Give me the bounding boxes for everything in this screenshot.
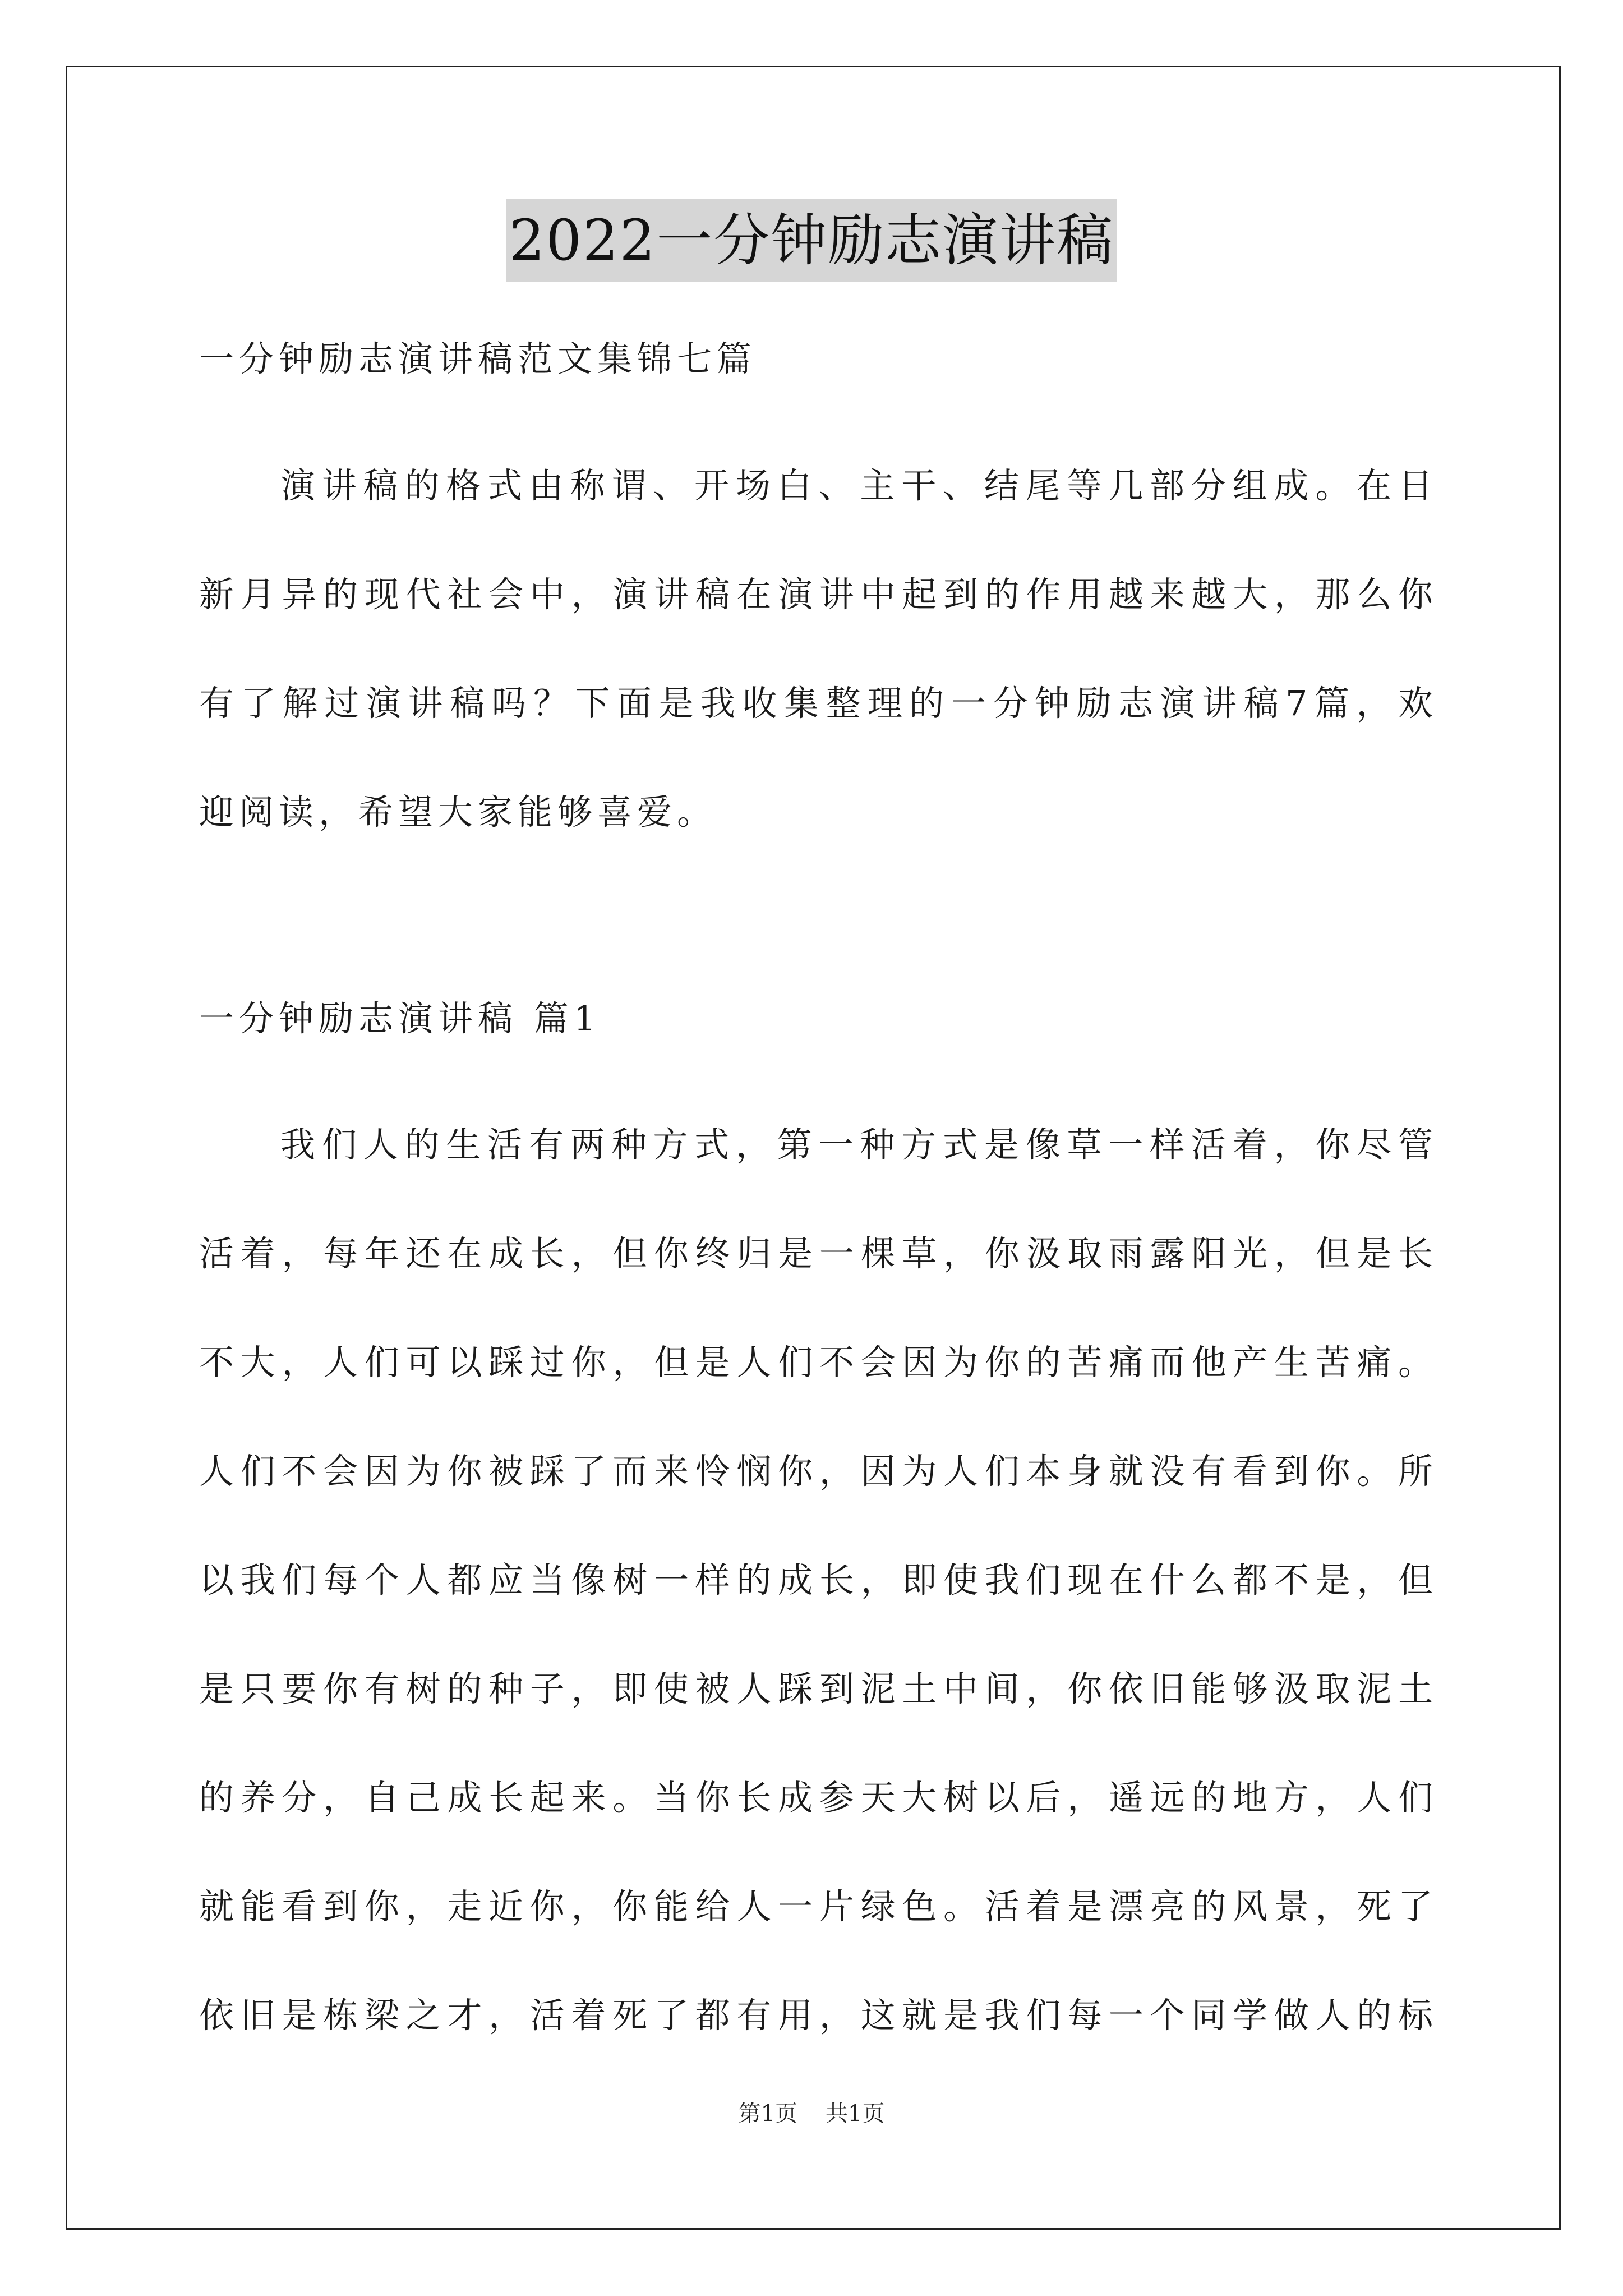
- page-footer: [0, 2098, 1623, 2129]
- document-subtitle: 一分钟励志演讲稿范文集锦七篇: [199, 338, 757, 379]
- intro-line: 演讲稿的格式由称谓、开场白、主干、结尾等几部分组成。在日: [280, 465, 1433, 506]
- title-container: [0, 199, 1623, 282]
- section-line: 的养分，自己成长起来。当你长成参天大树以后，遥远的地方，人们: [199, 1777, 1433, 1818]
- section-line: 依旧是栋梁之才，活着死了都有用，这就是我们每一个同学做人的标: [199, 1995, 1433, 2036]
- section-line: 人们不会因为你被踩了而来怜悯你，因为人们本身就没有看到你。所: [199, 1451, 1433, 1492]
- section-line: 我们人的生活有两种方式，第一种方式是像草一样活着，你尽管: [280, 1124, 1433, 1165]
- section-line: 不大，人们可以踩过你，但是人们不会因为你的苦痛而他产生苦痛。: [199, 1342, 1433, 1383]
- document-title: 2022一分钟励志演讲稿: [506, 199, 1118, 282]
- intro-line: 新月异的现代社会中，演讲稿在演讲中起到的作用越来越大，那么你: [199, 574, 1433, 615]
- section-heading: 一分钟励志演讲稿 篇1: [199, 998, 601, 1039]
- section-line: 是只要你有树的种子，即使被人踩到泥土中间，你依旧能够汲取泥土: [199, 1668, 1433, 1709]
- intro-line: 有了解过演讲稿吗？下面是我收集整理的一分钟励志演讲稿7篇，欢: [199, 683, 1433, 724]
- section-line: 就能看到你，走近你，你能给人一片绿色。活着是漂亮的风景，死了: [199, 1886, 1433, 1927]
- section-line: 以我们每个人都应当像树一样的成长，即使我们现在什么都不是，但: [199, 1559, 1433, 1600]
- page-number: 第1页: [738, 2101, 797, 2127]
- intro-line: 迎阅读，希望大家能够喜爱。: [199, 792, 717, 832]
- page-total: 共1页: [826, 2101, 885, 2127]
- section-line: 活着，每年还在成长，但你终归是一棵草，你汲取雨露阳光，但是长: [199, 1233, 1433, 1274]
